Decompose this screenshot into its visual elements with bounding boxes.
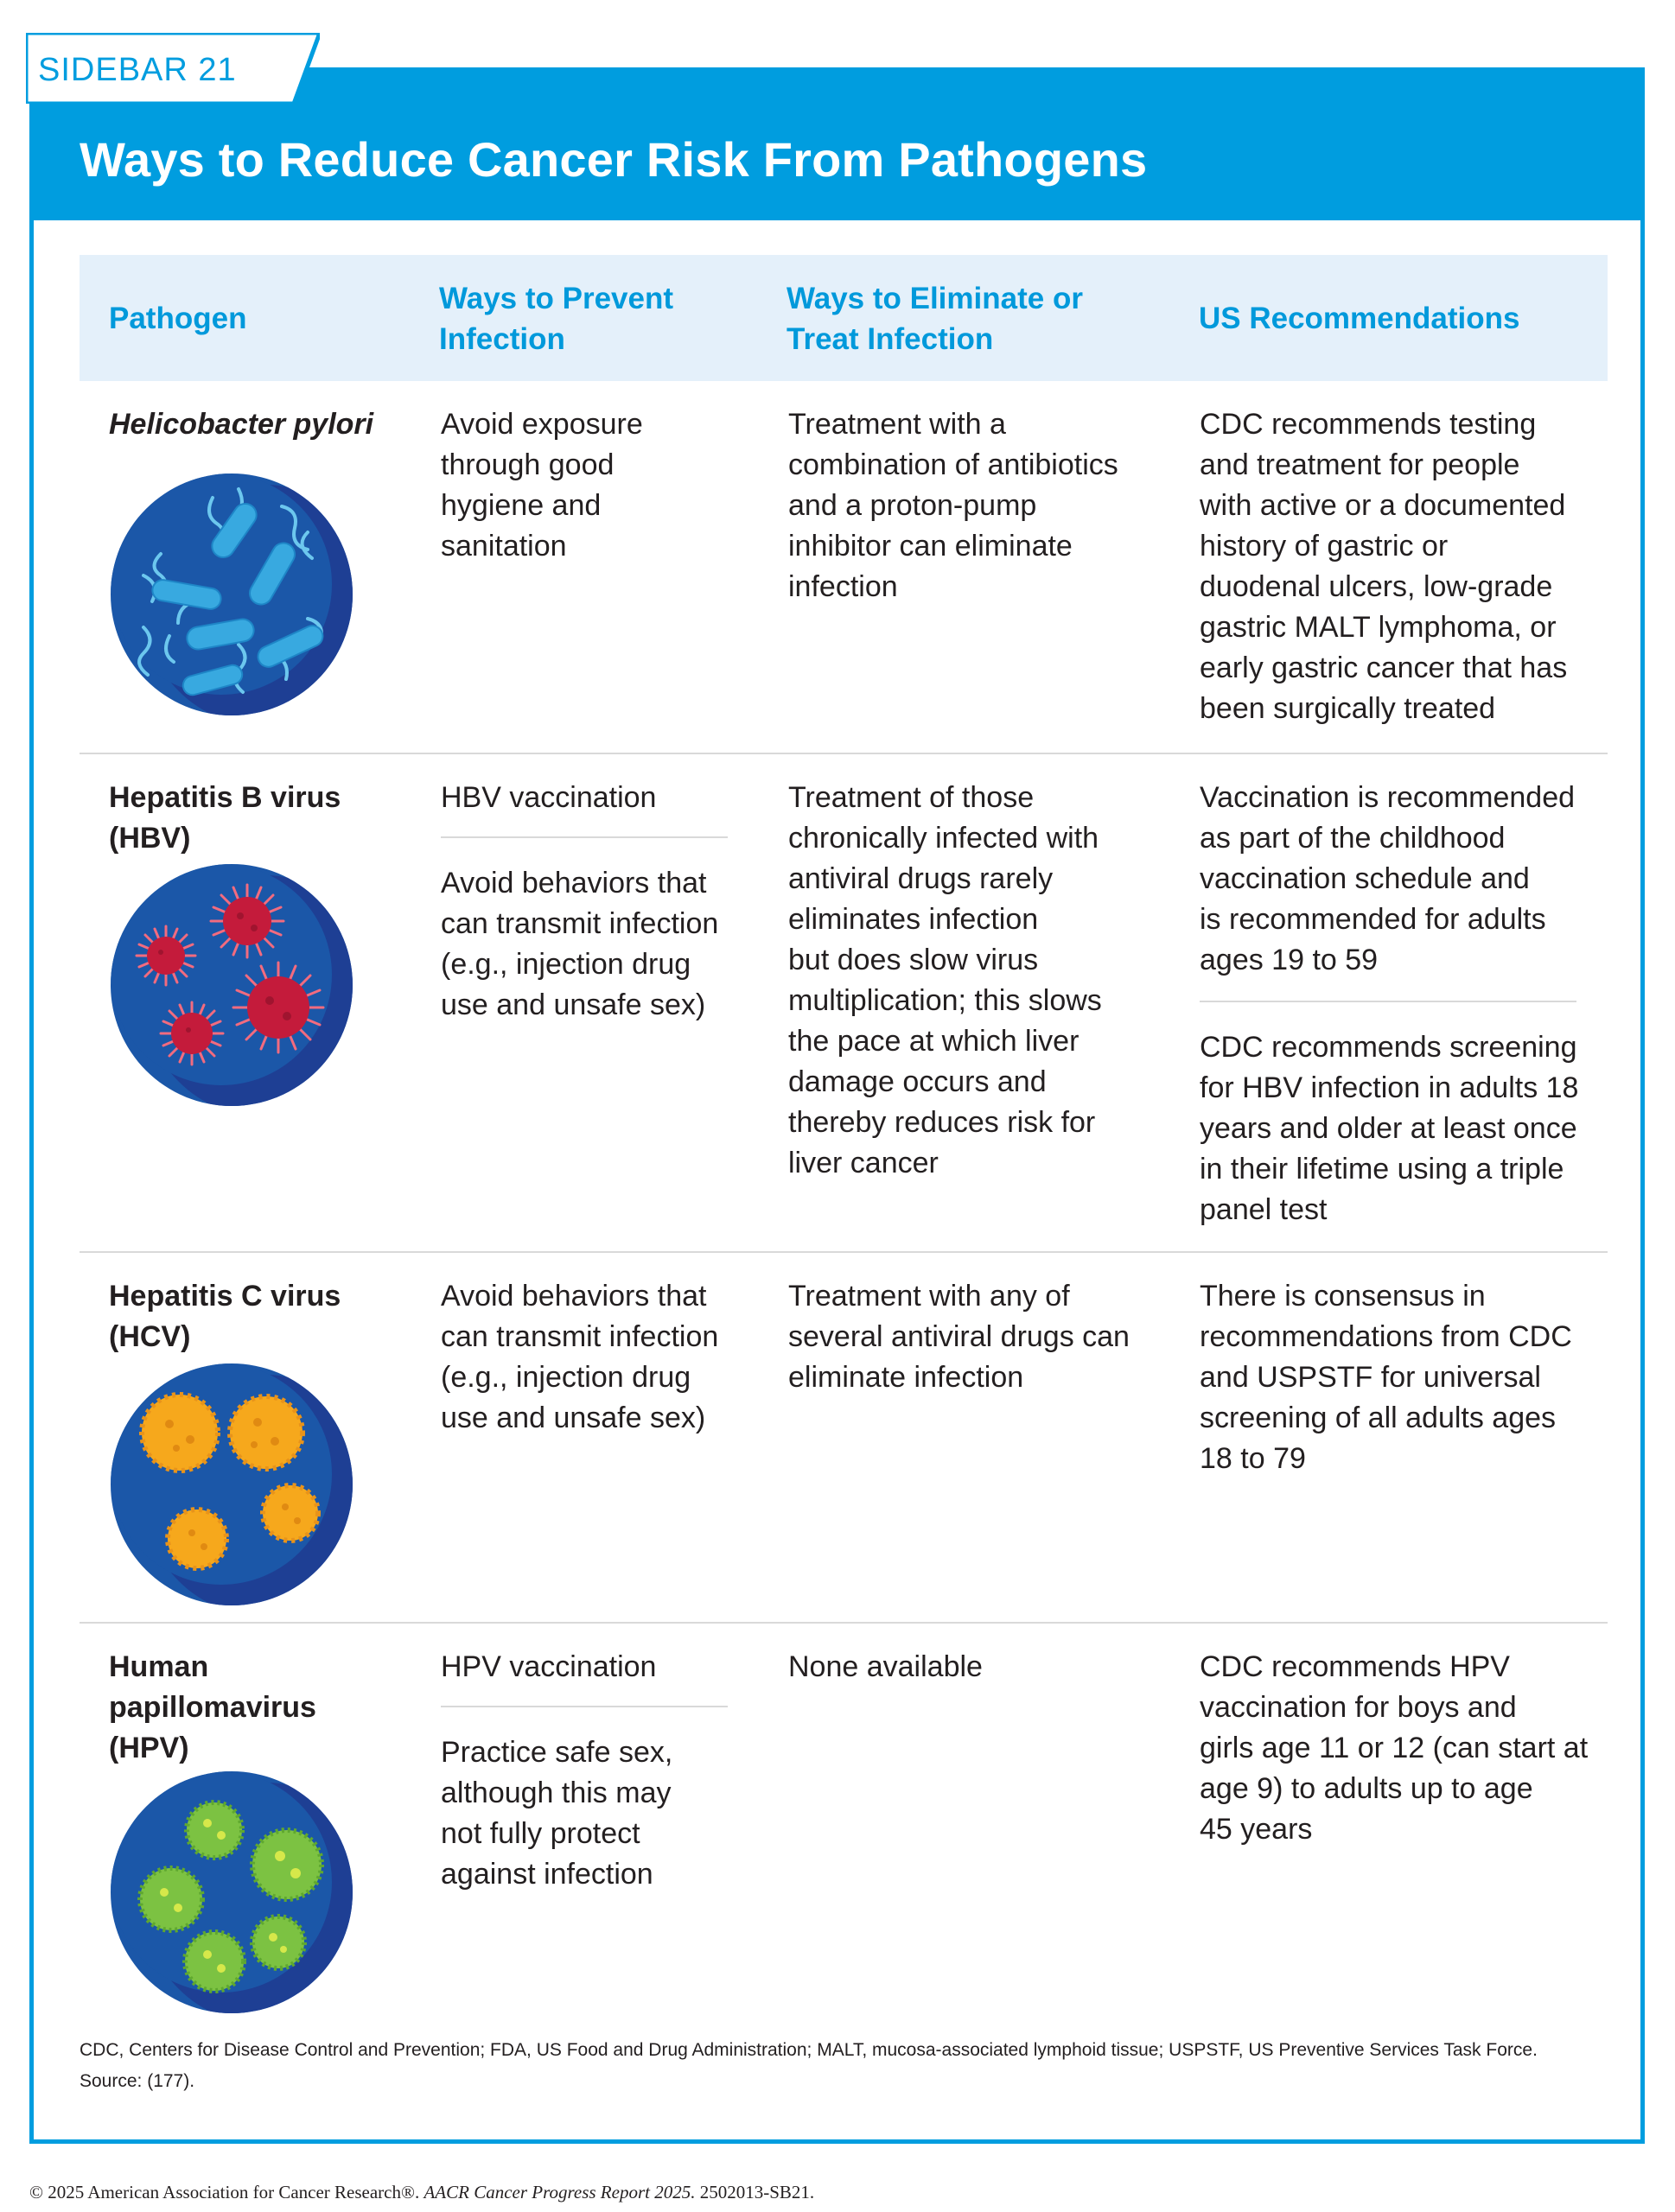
row-hbv-treat: Treatment of those chronically infected with antiviral drugs rarely eliminates infection but does slow virus multiplication; this slows the pace at which liver damage occurs and thereby reduces risk for liver cancer: [788, 781, 1102, 1179]
row-divider: [80, 1622, 1608, 1624]
row-hpv-treat: None available: [788, 1650, 983, 1683]
copyright: © 2025 American Association for Cancer Research®. AACR Cancer Progress Report 2025. 2502013-SB21.: [29, 2182, 815, 2202]
row-hcv-prevent: Avoid behaviors that can transmit infection (e.g., injection drug use and unsafe sex): [441, 1280, 719, 1434]
header-prevent: Ways to Prevent Infection: [439, 282, 674, 356]
row-hcv-pathogen: Hepatitis C virus (HCV): [109, 1280, 341, 1353]
header-recommendations: US Recommendations: [1199, 302, 1520, 335]
row-hpylori-prevent: Avoid exposure through good hygiene and sanitation: [441, 408, 643, 563]
hbv-virus-icon: [109, 862, 354, 1108]
row-hpv-prevent-2: Practice safe sex, although this may not fully protect against infection: [441, 1736, 673, 1891]
cell-divider: [441, 836, 728, 838]
page-title: Ways to Reduce Cancer Risk From Pathogens: [80, 132, 1148, 187]
row-hpv-pathogen: Human papillomavirus (HPV): [109, 1650, 316, 1764]
row-hbv-prevent-1: HBV vaccination: [441, 781, 657, 814]
row-hbv-recommendations-1: Vaccination is recommended as part of the childhood vaccination schedule and is recommended for adults ages 19 to 59: [1200, 781, 1576, 976]
row-hcv-treat: Treatment with any of several antiviral drugs can eliminate infection: [788, 1280, 1130, 1394]
cell-divider: [1200, 1001, 1576, 1002]
row-hcv-recommendations: There is consensus in recommendations from CDC and USPSTF for universal screening of all adults ages 18 to 79: [1200, 1280, 1572, 1475]
footnote: CDC, Centers for Disease Control and Prevention; FDA, US Food and Drug Administration; MALT, mucosa-associated lymphoid tissue; USPSTF, US Preventive Services Task Force. Source: (177).: [80, 2040, 1538, 2091]
header-pathogen: Pathogen: [109, 302, 247, 335]
sidebar-label: SIDEBAR 21: [38, 52, 237, 88]
row-hpv-recommendations: CDC recommends HPV vaccination for boys and girls age 11 or 12 (can start at age 9) to adults up to age 45 years: [1200, 1650, 1589, 1846]
cell-divider: [441, 1706, 728, 1707]
hpv-virus-icon: [109, 1770, 354, 2015]
row-hpv-prevent-1: HPV vaccination: [441, 1650, 657, 1683]
row-hbv-prevent-2: Avoid behaviors that can transmit infection (e.g., injection drug use and unsafe sex): [441, 867, 719, 1021]
row-hpylori-recommendations: CDC recommends testing and treatment for people with active or a documented history of gastric or duodenal ulcers, low-grade gastric MALT lymphoma, or early gastric cancer that has been surgically treated: [1200, 408, 1568, 725]
row-hbv-pathogen: Hepatitis B virus (HBV): [109, 781, 341, 855]
row-hpylori-pathogen: Helicobacter pylori: [109, 408, 374, 441]
row-hpylori-treat: Treatment with a combination of antibiotics and a proton-pump inhibitor can eliminate infection: [788, 408, 1118, 603]
row-divider: [80, 1251, 1608, 1253]
h-pylori-bacteria-icon: [109, 472, 354, 717]
row-divider: [80, 753, 1608, 754]
header-treat: Ways to Eliminate or Treat Infection: [787, 282, 1083, 356]
hcv-virus-icon: [109, 1362, 354, 1607]
row-hbv-recommendations-2: CDC recommends screening for HBV infection in adults 18 years and older at least once in their lifetime using a triple panel test: [1200, 1031, 1579, 1226]
